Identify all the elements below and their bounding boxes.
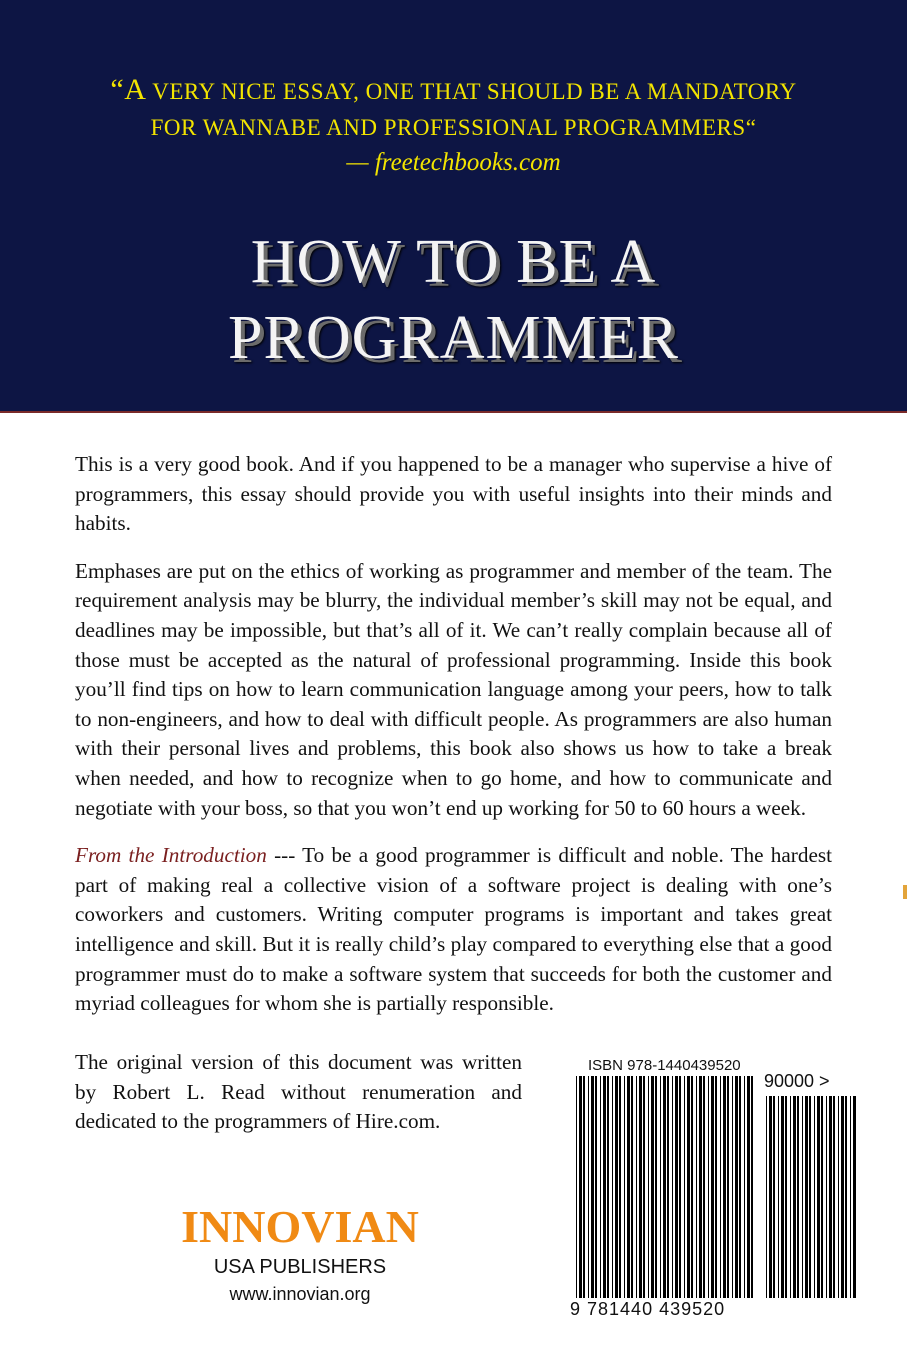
cover-top-panel: [0, 0, 907, 413]
quote-line-1-text: VERY NICE ESSAY, ONE THAT SHOULD BE A MANDATORY: [146, 79, 797, 104]
barcode-bar: [715, 1076, 717, 1298]
isbn-digits: 9 781440 439520: [570, 1299, 726, 1319]
barcode-bar: [790, 1096, 791, 1298]
barcode-bar: [841, 1096, 844, 1298]
barcode-bar: [607, 1076, 609, 1298]
barcode-bar: [769, 1096, 772, 1298]
barcode-bar: [739, 1076, 741, 1298]
barcode-bar: [829, 1096, 832, 1298]
book-title: [0, 224, 907, 376]
barcode-bar: [703, 1076, 705, 1298]
barcode-bar: [696, 1076, 697, 1298]
barcode-bar: [624, 1076, 625, 1298]
publisher-logo: INNOVIAN: [181, 1201, 419, 1252]
barcode: [562, 1051, 872, 1326]
quote-initial: A: [124, 73, 147, 106]
barcode-bar: [619, 1076, 621, 1298]
edge-mark: [903, 885, 907, 899]
barcode-bar: [814, 1096, 815, 1298]
barcode-bar: [615, 1076, 618, 1298]
barcode-bar: [802, 1096, 803, 1298]
blurb-paragraph-3: [75, 841, 832, 1019]
barcode-bar: [691, 1076, 693, 1298]
barcode-bar: [797, 1096, 799, 1298]
barcode-bar: [845, 1096, 847, 1298]
quote-open-mark: “: [110, 73, 125, 106]
barcode-bar: [838, 1096, 839, 1298]
barcode-bar: [627, 1076, 630, 1298]
barcode-bar: [711, 1076, 714, 1298]
barcode-bar: [639, 1076, 642, 1298]
barcode-bar: [735, 1076, 738, 1298]
barcode-bar: [612, 1076, 613, 1298]
barcode-bar: [747, 1076, 750, 1298]
barcode-bar: [773, 1096, 775, 1298]
barcode-bar: [660, 1076, 661, 1298]
barcode-bar: [826, 1096, 827, 1298]
quote-attribution: — freetechbooks.com: [346, 149, 561, 176]
barcode-bar: [793, 1096, 796, 1298]
barcode-bar: [766, 1096, 767, 1298]
barcode-bar: [727, 1076, 729, 1298]
barcode-bar: [672, 1076, 673, 1298]
barcode-bar: [603, 1076, 606, 1298]
title-line-2: PROGRAMMER: [228, 304, 679, 372]
barcode-addon-bars: [766, 1096, 856, 1298]
barcode-bar: [579, 1076, 582, 1298]
barcode-bar: [591, 1076, 594, 1298]
barcode-bar: [576, 1076, 577, 1298]
barcode-bar: [744, 1076, 745, 1298]
barcode-bar: [595, 1076, 597, 1298]
original-version-note: The original version of this document was written by Robert L. Read without renumeration and dedicated to the programmers of Hire.com.: [75, 1050, 522, 1134]
barcode-bar: [809, 1096, 811, 1298]
quote-line-2: FOR WANNABE AND PROFESSIONAL PROGRAMMERS“: [150, 115, 757, 140]
blurb-paragraph-2: Emphases are put on the ethics of working as programmer and member of the team. The requirement analysis may be blurry, the individual member’s skill may not be equal, and deadlines may be impossible, but that’s all of it. We can’t really complain because all of those must be accepted as the natural of professional programming. Inside this book you’ll find tips on how to learn communication language among your peers, how to talk to non-engineers, and how to deal with difficult people. As programmers are also human with their personal lives and problems, this book also shows us how to take a break when needed, and how to recognize when to go home, and how to communicate and negotiate with your boss, so that you won’t end up working for 50 to 60 hours a week.: [75, 558, 832, 820]
barcode-bar: [643, 1076, 645, 1298]
barcode-bar: [651, 1076, 654, 1298]
intro-text: --- To be a good programmer is difficult and noble. The hardest part of making real a collective vision of a software project is dealing with one’s coworkers and customers. Writing computer programs is important and takes great intelligence and skill. But it is really child’s play compared to everything else that a good programmer must do to make a software system that succeeds for both the customer and myriad colleagues for whom she is partially responsible.: [75, 843, 832, 1016]
barcode-bar: [720, 1076, 721, 1298]
barcode-bar: [817, 1096, 820, 1298]
barcode-bar: [751, 1076, 753, 1298]
barcode-bar: [821, 1096, 823, 1298]
barcode-bar: [785, 1096, 787, 1298]
blurb-paragraph-1: This is a very good book. And if you happened to be a manager who supervise a hive of programmers, this essay should provide you with useful insights into their minds and habits.: [75, 452, 832, 536]
publisher-url: www.innovian.org: [229, 1284, 371, 1304]
barcode-bar: [588, 1076, 589, 1298]
barcode-bar: [778, 1096, 779, 1298]
barcode-bar: [667, 1076, 669, 1298]
barcode-bar: [723, 1076, 726, 1298]
review-quote: [0, 72, 907, 180]
barcode-bar: [583, 1076, 585, 1298]
barcode-bar: [631, 1076, 633, 1298]
barcode-bar: [679, 1076, 681, 1298]
barcode-bar: [833, 1096, 835, 1298]
barcode-bar: [648, 1076, 649, 1298]
title-line-1: HOW TO BE A: [250, 228, 657, 296]
intro-label: From the Introduction: [75, 843, 267, 868]
barcode-bar: [687, 1076, 690, 1298]
publisher-subtitle: USA PUBLISHERS: [213, 1256, 387, 1278]
price-code: 90000 >: [764, 1071, 830, 1091]
barcode-bar: [699, 1076, 702, 1298]
barcode-bar: [684, 1076, 685, 1298]
barcode-bar: [732, 1076, 733, 1298]
barcode-bar: [675, 1076, 678, 1298]
barcode-main-bars: [576, 1076, 756, 1298]
barcode-bar: [636, 1076, 637, 1298]
barcode-bar: [805, 1096, 808, 1298]
barcode-bar: [850, 1096, 851, 1298]
barcode-bar: [663, 1076, 666, 1298]
barcode-bar: [853, 1096, 856, 1298]
isbn-label: ISBN 978-1440439520: [588, 1057, 741, 1074]
blurb: [75, 450, 832, 1037]
publisher-block: [165, 1200, 435, 1308]
barcode-bar: [781, 1096, 784, 1298]
barcode-bar: [600, 1076, 601, 1298]
barcode-bar: [708, 1076, 709, 1298]
barcode-bar: [655, 1076, 657, 1298]
quote-line-1: [0, 72, 907, 110]
